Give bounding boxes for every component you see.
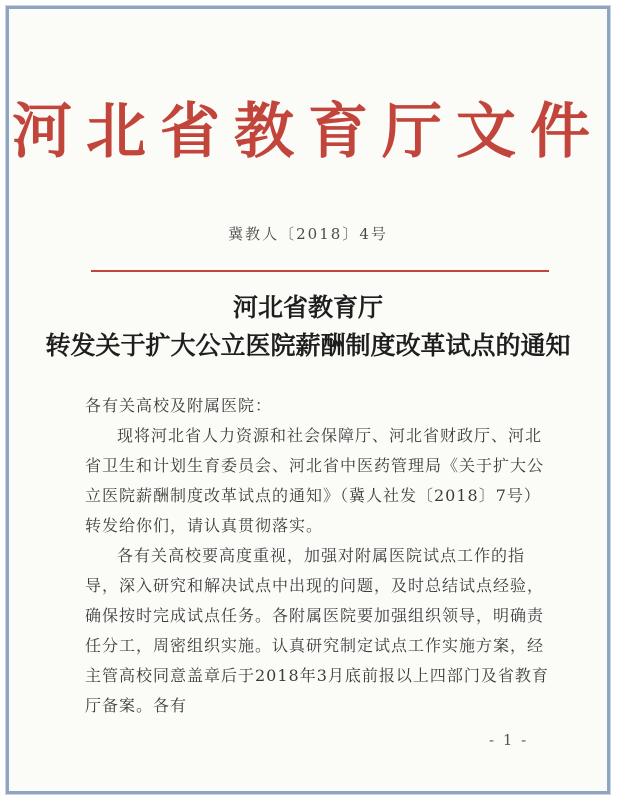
title-line-1: 河北省教育厅 bbox=[232, 293, 383, 322]
document-page bbox=[6, 6, 610, 794]
document-title bbox=[9, 289, 607, 365]
issuer-header: 河北省教育厅文件 bbox=[12, 97, 604, 167]
salutation: 各有关高校及附属医院： bbox=[85, 396, 273, 415]
title-line-2: 转发关于扩大公立医院薪酬制度改革试点的通知 bbox=[45, 331, 571, 360]
document-number: 冀教人〔2018〕4号 bbox=[228, 225, 388, 243]
paragraph-1: 现将河北省人力资源和社会保障厅、河北省财政厅、河北省卫生和计划生育委员会、河北省中医药管理局《关于扩大公立医院薪酬制度改革试点的通知》（冀人社发〔2018〕7号）转发给你们，请认真贯彻落实。 bbox=[85, 426, 545, 535]
red-divider bbox=[91, 270, 549, 272]
page-number: - 1 - bbox=[489, 731, 529, 749]
document-body bbox=[85, 391, 555, 721]
paragraph-2: 各有关高校要高度重视，加强对附属医院试点工作的指导，深入研究和解决试点中出现的问题，及时总结试点经验，确保按时完成试点任务。各附属医院要加强组织领导，明确责任分工，周密组织实施。认真研究制定试点工作实施方案，经主管高校同意盖章后于2018年3月底前报以上四部门及省教育厅备案。各有 bbox=[85, 546, 549, 715]
